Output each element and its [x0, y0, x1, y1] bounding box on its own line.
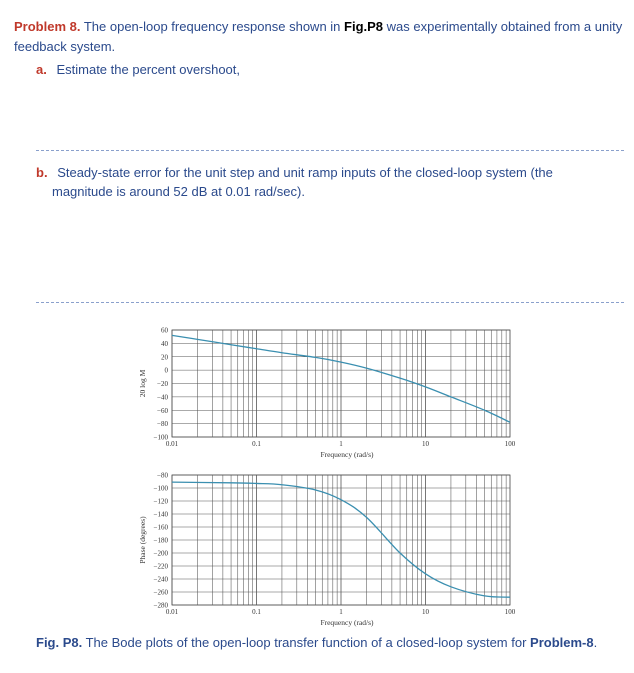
- y-tick-label: −140: [153, 510, 168, 519]
- problem-label: Problem 8.: [14, 19, 81, 34]
- x-tick-label: 0.1: [252, 440, 261, 448]
- y-tick-label: −220: [153, 562, 168, 571]
- x-tick-label: 0.01: [165, 440, 179, 448]
- y-tick-label: −200: [153, 549, 168, 558]
- y-axis-label: Phase (degrees): [138, 516, 147, 564]
- part-b-label: b.: [36, 165, 48, 180]
- caption-label: Fig. P8.: [36, 635, 83, 650]
- y-tick-label: −280: [153, 601, 168, 610]
- y-tick-label: 40: [161, 339, 168, 348]
- y-tick-label: −80: [157, 471, 168, 480]
- y-tick-label: −80: [157, 420, 168, 429]
- y-axis-label: 20 log M: [138, 369, 147, 398]
- y-tick-label: −20: [157, 380, 168, 388]
- part-b-line2: magnitude is around 52 dB at 0.01 rad/sec).: [52, 184, 305, 199]
- figure-ref: Fig.P8: [344, 19, 384, 34]
- y-tick-label: −60: [157, 406, 168, 415]
- problem-statement-line2: feedback system.: [14, 39, 116, 54]
- problem-text-after: was experimentally obtained from a unity: [383, 19, 623, 34]
- x-tick-label: 1: [339, 440, 343, 448]
- part-a-text: Estimate the percent overshoot,: [56, 62, 241, 77]
- figure-caption: [36, 635, 597, 650]
- caption-ref: Problem-8: [530, 635, 594, 650]
- x-axis-label: Frequency (rad/s): [320, 618, 374, 627]
- y-tick-label: −100: [153, 433, 168, 442]
- y-tick-label: −180: [153, 536, 168, 545]
- x-tick-label: 0.01: [165, 608, 179, 616]
- x-tick-label: 10: [422, 440, 429, 448]
- y-tick-label: 0: [164, 366, 168, 375]
- x-tick-label: 100: [504, 608, 516, 616]
- caption-end: .: [593, 635, 598, 650]
- y-tick-label: −160: [153, 523, 168, 532]
- x-tick-label: 10: [422, 608, 429, 616]
- y-tick-label: −240: [153, 575, 168, 584]
- y-tick-label: −40: [157, 393, 168, 402]
- part-b-text: Steady-state error for the unit step and unit ramp inputs of the closed-loop system (the: [57, 165, 553, 180]
- phase-plot: [138, 472, 516, 628]
- y-tick-label: −260: [153, 588, 168, 597]
- x-tick-label: 0.1: [252, 608, 261, 616]
- x-axis-label: Frequency (rad/s): [320, 450, 374, 459]
- x-tick-label: 1: [339, 608, 343, 616]
- y-tick-label: −120: [153, 497, 168, 506]
- problem-text-before: The open-loop frequency response shown in: [80, 19, 345, 34]
- y-tick-label: −100: [153, 484, 168, 493]
- y-tick-label: 20: [161, 353, 168, 362]
- part-a-label: a.: [36, 62, 47, 77]
- caption-text: The Bode plots of the open-loop transfer function of a closed-loop system for: [82, 635, 531, 650]
- y-tick-label: 60: [161, 326, 168, 335]
- magnitude-plot: [138, 327, 516, 460]
- x-tick-label: 100: [504, 440, 516, 448]
